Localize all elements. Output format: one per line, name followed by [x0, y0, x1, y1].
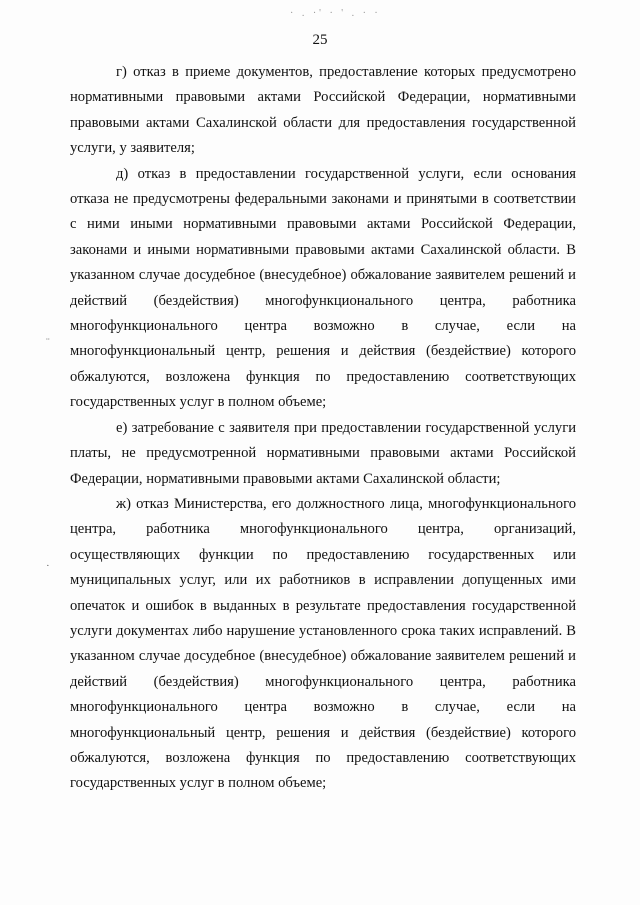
paragraph-d: д) отказ в предоставлении государственной услуги, если основания отказа не предусмотрены федеральными законами и принятыми в соответствии с ними иными нормативными правовыми актами Российской Федерации, законами и иными нормативными правовыми актами Сахалинской области. В указанном случае досудебное (внесудебное) обжалование заявителем решений и действий (бездействия) многофункционального центра, работника многофункционального центра возможно в случае, если на многофункциональный центр, решения и действия (бездействие) которого обжалуются, возложена функция по предоставлению соответствующих государственных услуг в полном объеме; — [70, 165, 576, 411]
paragraph-e: е) затребование с заявителя при предоставлении государственной услуги платы, не предусмотренной нормативными правовыми актами Российской Федерации, нормативными правовыми актами Сахалинской области; — [70, 419, 576, 487]
page-number: 25 — [312, 32, 328, 48]
scan-artifact: · . ·' · ' . · · — [290, 8, 381, 19]
paragraph-zh: ж) отказ Министерства, его должностного лица, многофункционального центра, работника многофункционального центра, организаций, осуществляющих функции по предоставлению государственных или муниципальных услуг, или их работников в исправлении допущенных ими опечаток и ошибок в выданных в результате предоставления государственной услуги документах либо нарушение установленного срока таких исправлений. В указанном случае досудебное (внесудебное) обжалование заявителем решений и действий (бездействия) многофункционального центра, работника многофункционального центра возможно в случае, если на многофункциональный центр, решения и действия (бездействие) которого обжалуются, возложена функция по предоставлению соответствующих государственных услуг в полном объеме; — [70, 495, 576, 792]
paragraph-g: г) отказ в приеме документов, предоставление которых предусмотрено нормативными правовыми актами Российской Федерации, нормативными правовыми актами Сахалинской области для предоставления государственной услуги, у заявителя; — [70, 64, 576, 157]
document-body — [70, 60, 576, 797]
scan-mark: · — [46, 560, 50, 572]
scan-mark: ¨ — [46, 336, 50, 348]
